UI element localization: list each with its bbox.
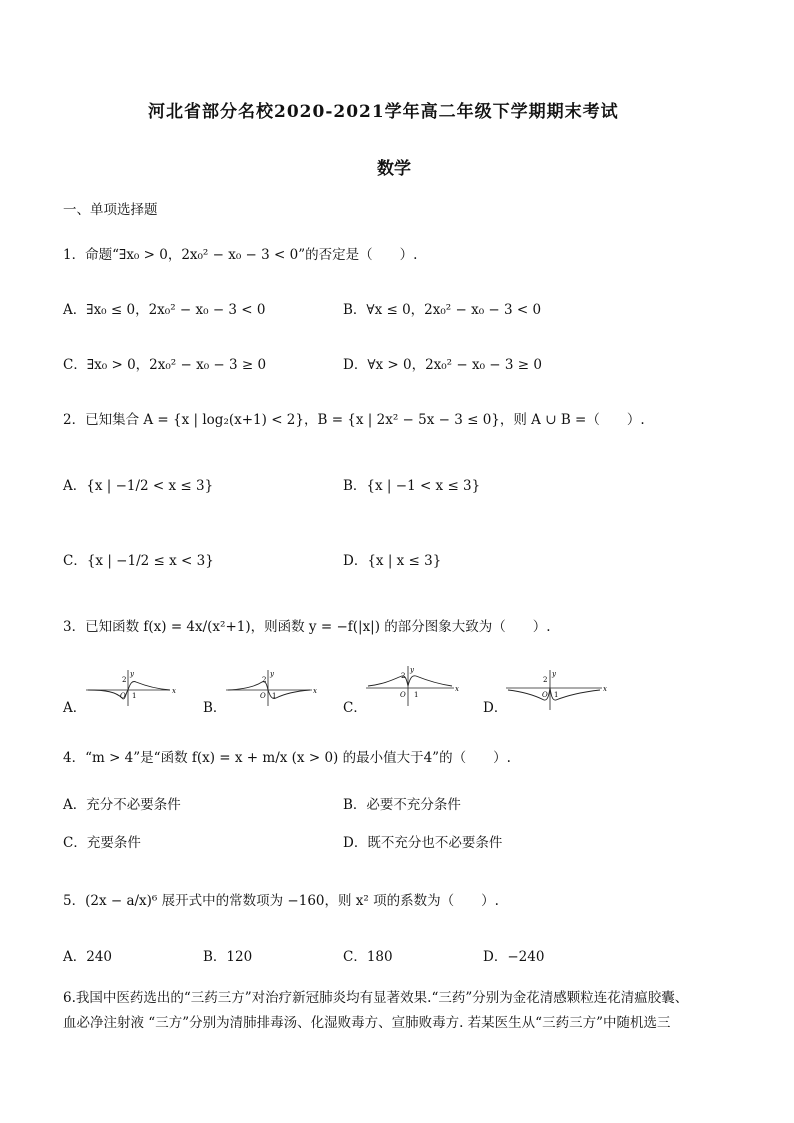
- origin-label: O: [542, 691, 548, 699]
- tick-1: 1: [272, 692, 277, 700]
- graph-option-a[interactable]: [86, 668, 176, 708]
- origin-label: O: [400, 691, 406, 699]
- tick-1: 1: [132, 692, 137, 700]
- question-2-stem: 2．已知集合 A = {x | log₂(x+1) < 2}，B = {x | 2x² − 5x − 3 ≤ 0}，则 A ∪ B =（ ）.: [63, 412, 645, 428]
- question-1-option-a[interactable]: A．∃x₀ ≤ 0，2x₀² − x₀ − 3 < 0: [63, 302, 266, 318]
- question-3-option-d[interactable]: D．: [483, 700, 508, 716]
- tick-2: 2: [262, 676, 267, 684]
- question-3-option-a[interactable]: A．: [63, 700, 87, 716]
- x-label: x: [313, 687, 317, 695]
- question-2-option-a[interactable]: A．{x | −1/2 < x ≤ 3}: [63, 478, 214, 494]
- question-1-option-d[interactable]: D．∀x > 0，2x₀² − x₀ − 3 ≥ 0: [343, 357, 542, 373]
- tick-1: 1: [414, 691, 419, 699]
- y-label: y: [552, 670, 556, 678]
- section-heading: 一、单项选择题: [63, 202, 158, 218]
- graph-option-c[interactable]: [366, 664, 462, 708]
- question-2-option-b[interactable]: B．{x | −1 < x ≤ 3}: [343, 478, 481, 494]
- question-4-option-c[interactable]: C．充要条件: [63, 835, 141, 851]
- y-label: y: [410, 666, 414, 674]
- x-label: x: [455, 685, 459, 693]
- question-2-option-c[interactable]: C．{x | −1/2 ≤ x < 3}: [63, 553, 214, 569]
- question-1-option-b[interactable]: B．∀x ≤ 0，2x₀² − x₀ − 3 < 0: [343, 302, 542, 318]
- question-4-option-b[interactable]: B．必要不充分条件: [343, 797, 461, 813]
- question-5-option-c[interactable]: C．180: [343, 949, 393, 965]
- question-1-option-c[interactable]: C．∃x₀ > 0，2x₀² − x₀ − 3 ≥ 0: [63, 357, 267, 373]
- graph-option-d[interactable]: [506, 668, 610, 712]
- question-4-option-a[interactable]: A．充分不必要条件: [63, 797, 181, 813]
- tick-2: 2: [401, 672, 406, 680]
- question-3-option-b[interactable]: B．: [203, 700, 227, 716]
- subject-title: 数学: [377, 159, 411, 179]
- question-6-line-1: 6.我国中医药选出的“三药三方”对治疗新冠肺炎均有显著效果.“三药”分别为金花清感颗粒连花清瘟胶囊、: [63, 990, 689, 1006]
- question-5-option-d[interactable]: D．−240: [483, 949, 545, 965]
- question-4-stem: 4．“m > 4”是“函数 f(x) = x + m/x (x > 0) 的最小值大于4”的（ ）.: [63, 750, 511, 766]
- origin-label: O: [120, 692, 126, 700]
- curve: [368, 676, 452, 686]
- question-5-option-a[interactable]: A．240: [63, 949, 113, 965]
- question-3-option-c[interactable]: C．: [343, 700, 367, 716]
- x-label: x: [603, 685, 607, 693]
- question-1-stem: 1．命题“∃x₀ > 0，2x₀² − x₀ − 3 < 0”的否定是（ ）.: [63, 247, 418, 263]
- tick-2: 2: [543, 676, 548, 684]
- question-6-line-2: 血必净注射液 “三方”分别为清肺排毒汤、化湿败毒方、宣肺败毒方. 若某医生从“三药三方”中随机选三: [63, 1015, 671, 1031]
- tick-1: 1: [554, 691, 559, 699]
- graph-option-b[interactable]: [226, 668, 318, 708]
- y-label: y: [130, 670, 134, 678]
- question-4-option-d[interactable]: D．既不充分也不必要条件: [343, 835, 503, 851]
- question-5-option-b[interactable]: B．120: [203, 949, 253, 965]
- question-2-option-d[interactable]: D．{x | x ≤ 3}: [343, 553, 442, 569]
- question-5-stem: 5．(2x − a/x)⁶ 展开式中的常数项为 −160，则 x² 项的系数为（ ）.: [63, 893, 499, 909]
- origin-label: O: [260, 692, 266, 700]
- tick-2: 2: [122, 676, 127, 684]
- x-label: x: [172, 687, 176, 695]
- exam-title: 河北省部分名校2020-2021学年高二年级下学期期末考试: [148, 102, 619, 122]
- y-label: y: [270, 670, 274, 678]
- question-3-stem: 3．已知函数 f(x) = 4x/(x²+1)，则函数 y = −f(|x|) 的部分图象大致为（ ）.: [63, 619, 551, 635]
